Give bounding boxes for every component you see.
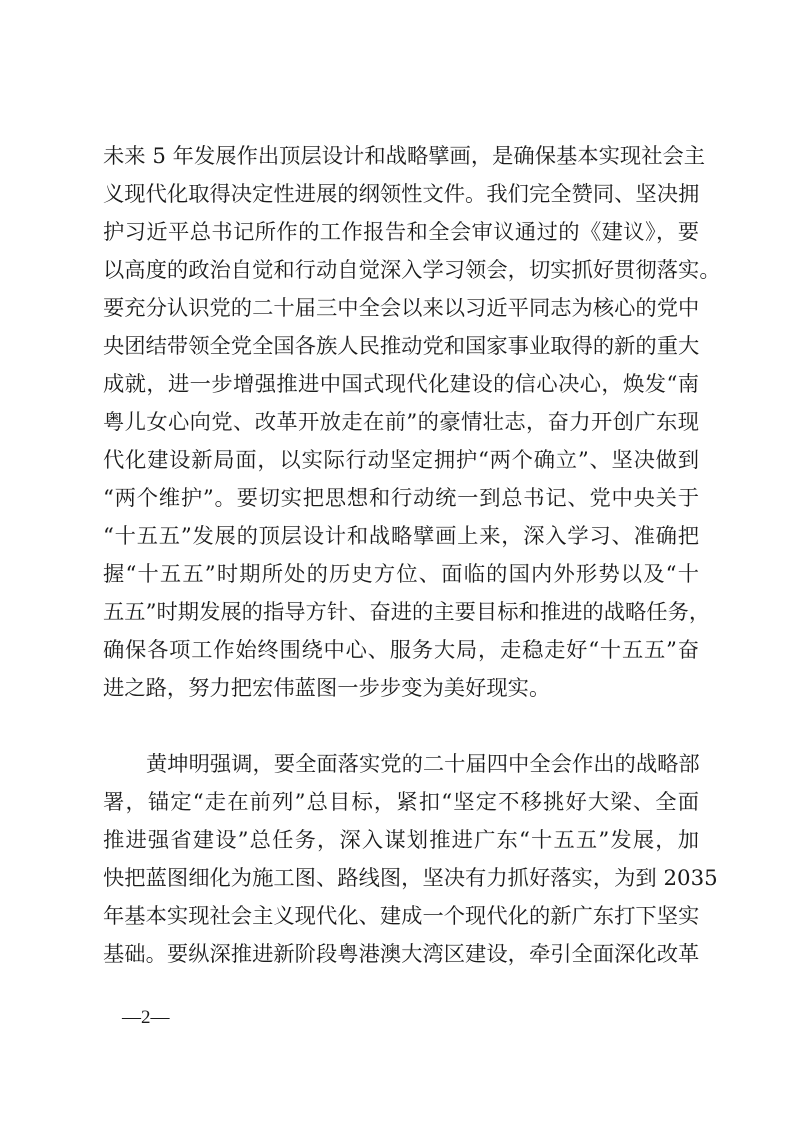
paragraph-2-line-6: 基础。要纵深推进新阶段粤港澳大湾区建设，牵引全面深化改革 [103, 942, 700, 967]
paragraph-1-line-2: 义现代化取得决定性进展的纲领性文件。我们完全赞同、坚决拥 [103, 182, 700, 207]
paragraph-1-line-8: 粤儿女心向党、改革开放走在前”的豪情壮志，奋力开创广东现 [103, 410, 699, 435]
paragraph-2-line-1: 黄坤明强调，要全面落实党的二十届四中全会作出的战略部 [146, 752, 700, 777]
paragraph-2-line-4: 快把蓝图细化为施工图、路线图，坚决有力抓好落实，为到 2035 [103, 866, 718, 891]
paragraph-1-line-1: 未来 5 年发展作出顶层设计和战略擘画，是确保基本实现社会主 [103, 144, 706, 169]
paragraph-1-line-11: “十五五”发展的顶层设计和战略擘画上来，深入学习、准确把 [103, 524, 699, 549]
paragraph-1-line-3: 护习近平总书记所作的工作报告和全会审议通过的《建议》，要 [103, 220, 699, 245]
paragraph-1-line-12: 握“十五五”时期所处的历史方位、面临的国内外形势以及“十 [103, 562, 699, 587]
page-number: —2— [122, 1007, 170, 1028]
paragraph-2-line-2: 署，锚定“走在前列”总目标，紧扣“坚定不移挑好大梁、全面 [103, 790, 699, 815]
paragraph-2-line-3: 推进强省建设”总任务，深入谋划推进广东“十五五”发展，加 [103, 828, 699, 853]
paragraph-1-line-14: 确保各项工作始终围绕中心、服务大局，走稳走好“十五五”奋 [103, 638, 699, 663]
paragraph-1-line-13: 五五”时期发展的指导方针、奋进的主要目标和推进的战略任务， [103, 600, 711, 625]
paragraph-1-line-15: 进之路，努力把宏伟蓝图一步步变为美好现实。 [103, 676, 551, 701]
paragraph-2-line-5: 年基本实现社会主义现代化、建成一个现代化的新广东打下坚实 [103, 904, 700, 929]
paragraph-1-line-6: 央团结带领全党全国各族人民推动党和国家事业取得的新的重大 [103, 334, 700, 359]
paragraph-1-line-10: “两个维护”。要切实把思想和行动统一到总书记、党中央关于 [103, 486, 699, 511]
paragraph-1-line-7: 成就，进一步增强推进中国式现代化建设的信心决心，焕发“南 [103, 372, 699, 397]
paragraph-1-line-4: 以高度的政治自觉和行动自觉深入学习领会，切实抓好贯彻落实。 [103, 258, 721, 283]
paragraph-1-line-5: 要充分认识党的二十届三中全会以来以习近平同志为核心的党中 [103, 296, 700, 321]
paragraph-1-line-9: 代化建设新局面，以实际行动坚定拥护“两个确立”、坚决做到 [103, 448, 699, 473]
